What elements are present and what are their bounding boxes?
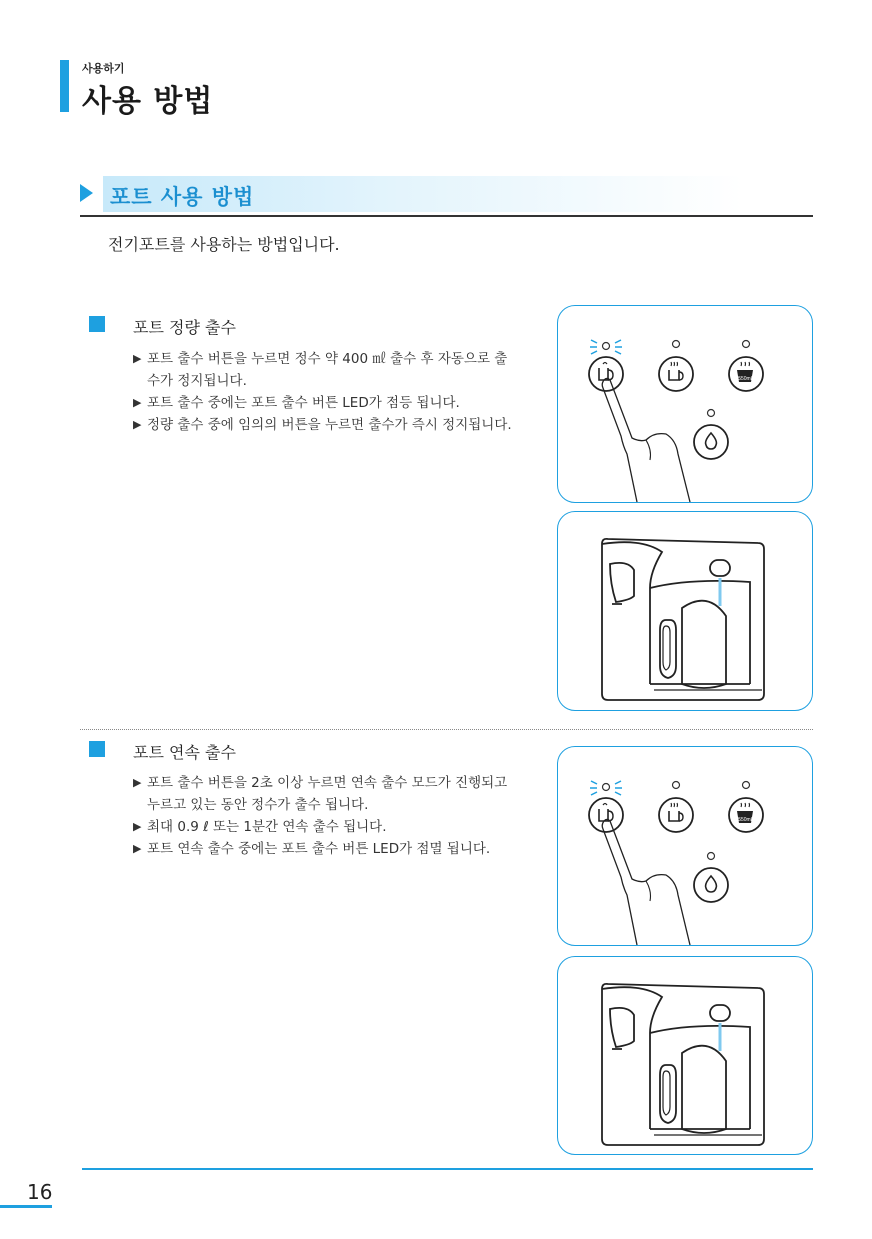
bullet-item: ▶ 정량 출수 중에 임의의 버튼을 누르면 출수가 즉시 정지됩니다. bbox=[133, 414, 513, 436]
water-dispenser-illustration bbox=[602, 984, 764, 1145]
block-bullets bbox=[133, 348, 513, 436]
led bbox=[743, 782, 750, 789]
bullet-item: ▶ 포트 연속 출수 중에는 포트 출수 버튼 LED가 점멸 됩니다. bbox=[133, 838, 513, 860]
dispenser-illustration bbox=[557, 956, 813, 1155]
chapter-title: 사용 방법 bbox=[82, 84, 214, 119]
hot-water-button bbox=[659, 798, 693, 832]
bullet-item: ▶ 포트 출수 중에는 포트 출수 버튼 LED가 점등 됩니다. bbox=[133, 392, 513, 414]
bullet-triangle-icon: ▶ bbox=[133, 820, 142, 833]
page-number-underline bbox=[0, 1205, 52, 1208]
bullet-item: ▶ 포트 출수 버튼을 누르면 정수 약 400 ㎖ 출수 후 자동으로 출수가 정지됩니다. bbox=[133, 348, 513, 392]
water-dispenser-illustration bbox=[602, 539, 764, 700]
section-divider bbox=[80, 215, 813, 217]
flame-button bbox=[694, 868, 728, 902]
bullet-triangle-icon: ▶ bbox=[133, 396, 142, 409]
led bbox=[708, 853, 715, 860]
bullet-item: ▶ 포트 출수 버튼을 2초 이상 누르면 연속 출수 모드가 진행되고 누르고 있는 동안 정수가 출수 됩니다. bbox=[133, 772, 513, 816]
led-blinking bbox=[590, 781, 622, 795]
footer-rule bbox=[82, 1168, 813, 1170]
pot-button bbox=[589, 798, 623, 832]
pressing-hand-icon bbox=[602, 820, 690, 946]
chapter-accent-bar bbox=[60, 60, 69, 112]
cup-button bbox=[729, 357, 763, 391]
led bbox=[708, 410, 715, 417]
page-number: 16 bbox=[27, 1180, 53, 1204]
led bbox=[743, 341, 750, 348]
led bbox=[673, 782, 680, 789]
bullet-triangle-icon: ▶ bbox=[133, 352, 142, 365]
block-bullets bbox=[133, 772, 513, 860]
cup-button bbox=[729, 798, 763, 832]
bullet-triangle-icon: ▶ bbox=[133, 418, 142, 431]
block-title: 포트 정량 출수 bbox=[133, 318, 236, 337]
bullet-triangle-icon: ▶ bbox=[133, 776, 142, 789]
flame-button bbox=[694, 425, 728, 459]
block-marker bbox=[89, 316, 105, 332]
cup-label: 550ml bbox=[738, 376, 752, 382]
dispenser-illustration bbox=[557, 511, 813, 711]
control-panel-illustration bbox=[557, 746, 813, 946]
block-title: 포트 연속 출수 bbox=[133, 743, 236, 762]
hot-water-button bbox=[659, 357, 693, 391]
bullet-triangle-icon: ▶ bbox=[133, 842, 142, 855]
pressing-hand-icon bbox=[602, 379, 690, 503]
bullet-item: ▶ 최대 0.9 ℓ 또는 1분간 연속 출수 됩니다. bbox=[133, 816, 513, 838]
block-marker bbox=[89, 741, 105, 757]
section-title: 포트 사용 방법 bbox=[110, 185, 255, 209]
block-divider bbox=[80, 729, 813, 730]
led bbox=[673, 341, 680, 348]
section-arrow-icon bbox=[80, 184, 93, 202]
section-intro: 전기포트를 사용하는 방법입니다. bbox=[108, 235, 340, 254]
chapter-label: 사용하기 bbox=[82, 62, 125, 75]
control-panel-illustration bbox=[557, 305, 813, 503]
pot-button bbox=[589, 357, 623, 391]
cup-label: 550ml bbox=[738, 817, 752, 823]
led-active bbox=[590, 340, 622, 354]
